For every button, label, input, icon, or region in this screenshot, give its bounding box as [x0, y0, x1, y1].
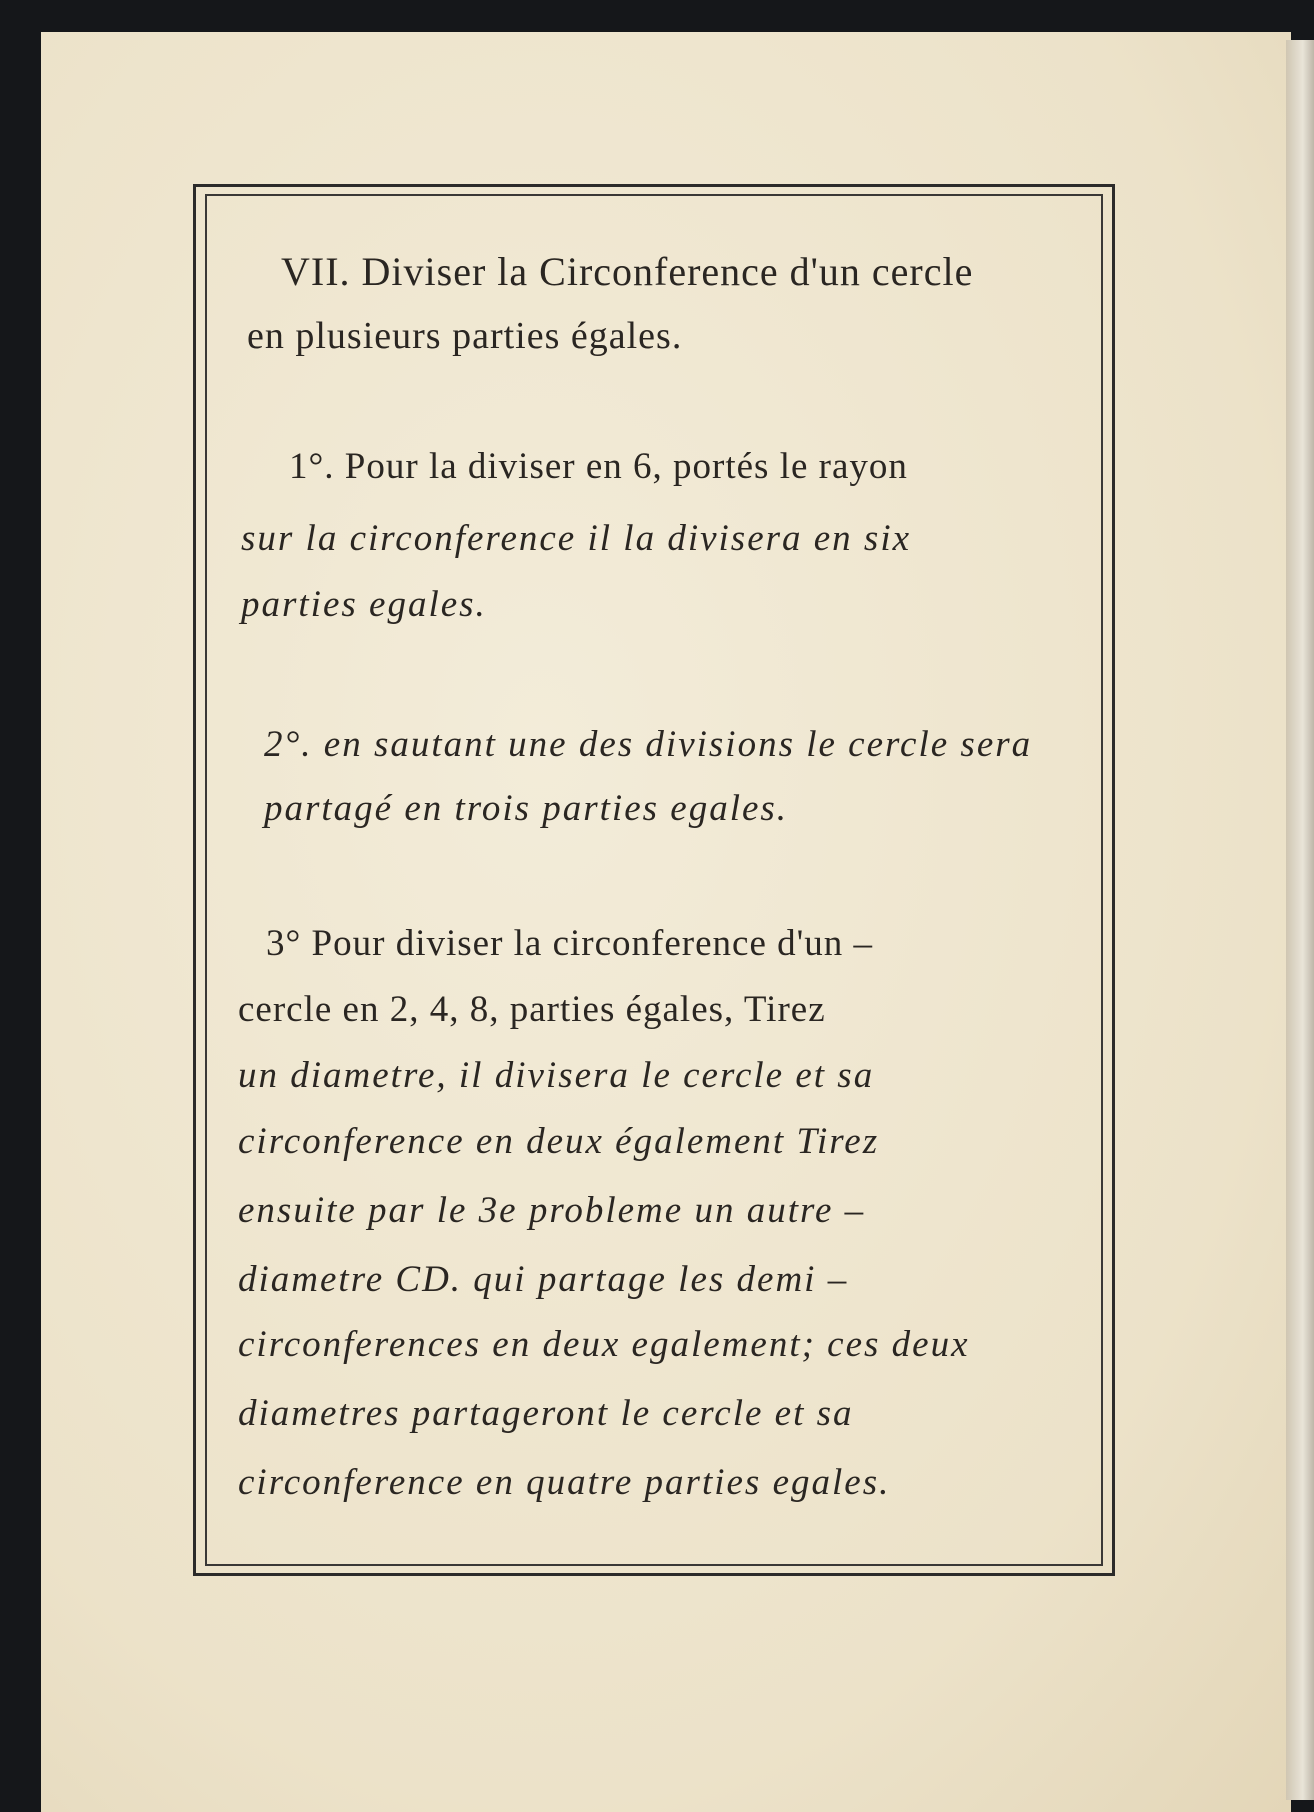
paragraph2-line-1: 2°. en sautant une des divisions le cercle sera	[264, 724, 1033, 765]
paragraph1-line-3: parties egales.	[241, 584, 487, 625]
paragraph1-line-2: sur la circonference il la divisera en six	[241, 518, 912, 559]
paragraph3-line-1: 3° Pour diviser la circonference d'un –	[266, 923, 874, 964]
heading-line-1: VII. Diviser la Circonference d'un cercle	[281, 249, 974, 294]
paragraph3-line-5: ensuite par le 3e probleme un autre –	[238, 1190, 866, 1231]
paragraph3-line-8: diametres partageront le cercle et sa	[238, 1393, 854, 1434]
paragraph3-line-7: circonferences en deux egalement; ces deux	[238, 1324, 970, 1365]
paragraph1-line-1: 1°. Pour la diviser en 6, portés le rayon	[289, 446, 908, 487]
paragraph2-line-2: partagé en trois parties egales.	[264, 788, 789, 829]
paragraph3-line-2: cercle en 2, 4, 8, parties égales, Tirez	[238, 989, 826, 1030]
paragraph3-line-3: un diametre, il divisera le cercle et sa	[238, 1055, 875, 1096]
next-page-edge	[1286, 40, 1314, 1800]
paragraph3-line-6: diametre CD. qui partage les demi –	[238, 1259, 849, 1300]
paragraph3-line-4: circonference en deux également Tirez	[238, 1121, 880, 1162]
heading-line-2: en plusieurs parties égales.	[247, 315, 683, 357]
paragraph3-line-9: circonference en quatre parties egales.	[238, 1462, 891, 1503]
